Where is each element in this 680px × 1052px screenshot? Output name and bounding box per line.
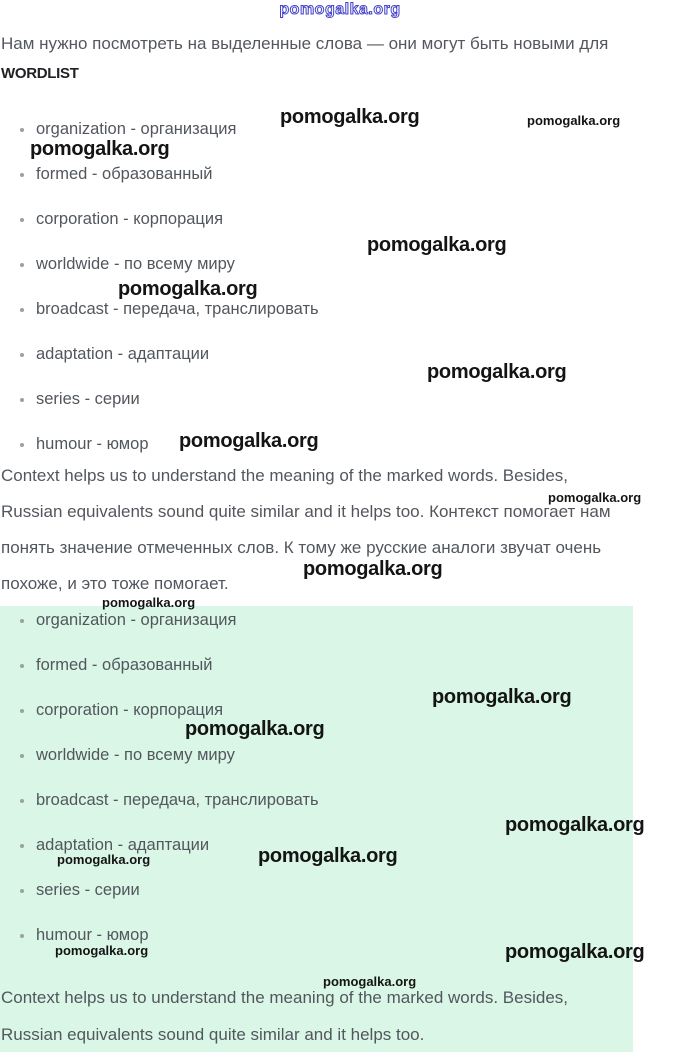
bullet-icon [20, 263, 24, 267]
watermark: pomogalka.org [505, 814, 645, 836]
list-item-label: series - серии [36, 390, 140, 408]
watermark: pomogalka.org [323, 974, 417, 989]
bullet-icon [20, 398, 24, 402]
bullet-icon [20, 889, 24, 893]
list-item-label: humour - юмор [36, 435, 149, 453]
watermark: pomogalka.org [432, 686, 572, 708]
intro-text: Нам нужно посмотреть на выделенные слова — они могут быть новыми для [1, 34, 609, 53]
bullet-icon [20, 443, 24, 447]
bullet-icon [20, 934, 24, 938]
watermark: pomogalka.org [185, 718, 325, 740]
bullet-icon [20, 173, 24, 177]
list-item-label: series - серии [36, 881, 140, 899]
wordlist-answer [0, 611, 319, 971]
bullet-icon [20, 218, 24, 222]
list-item-label: organization - организация [36, 611, 237, 629]
list-item [0, 390, 319, 435]
paragraph-line: похоже, и это тоже помогает. [1, 574, 229, 593]
watermark: pomogalka.org [505, 941, 645, 963]
list-item-label: formed - образованный [36, 656, 213, 674]
watermark: pomogalka.org [527, 113, 621, 128]
watermark: pomogalka.org [102, 595, 196, 610]
bullet-icon [20, 754, 24, 758]
bullet-icon [20, 308, 24, 312]
bullet-icon [20, 844, 24, 848]
list-item [0, 345, 319, 390]
bullet-icon [20, 664, 24, 668]
watermark: pomogalka.org [179, 430, 319, 452]
bullet-icon [20, 128, 24, 132]
list-item-label: worldwide - по всему миру [36, 255, 235, 273]
top-outline-watermark: pomogalka.org [279, 1, 401, 18]
list-item [0, 746, 319, 791]
list-item-label: broadcast - передача, транслировать [36, 791, 319, 809]
watermark: pomogalka.org [367, 234, 507, 256]
list-item-label: adaptation - адаптации [36, 345, 210, 363]
list-item-label: organization - организация [36, 120, 237, 138]
list-item-label: formed - образованный [36, 165, 213, 183]
list-item [0, 656, 319, 701]
answer-paragraph [1, 988, 568, 1052]
explanation-paragraph [1, 466, 611, 610]
list-item [0, 791, 319, 836]
paragraph-line: Russian equivalents sound quite similar and it helps too. [1, 1025, 425, 1044]
list-item-label: corporation - корпорация [36, 210, 224, 228]
bullet-icon [20, 353, 24, 357]
list-item [0, 611, 319, 656]
list-item [0, 210, 319, 255]
paragraph-line: Context helps us to understand the meaning of the marked words. Besides, [1, 466, 568, 485]
bullet-icon [20, 619, 24, 623]
list-item [0, 165, 319, 210]
watermark: pomogalka.org [57, 852, 151, 867]
paragraph-line: Russian equivalents sound quite similar and it helps too. Контекст помогает нам [1, 502, 611, 521]
list-item [0, 926, 319, 971]
watermark: pomogalka.org [280, 106, 420, 128]
paragraph-line: понять значение отмеченных слов. К тому же русские аналоги звучат очень [1, 538, 602, 557]
bullet-icon [20, 799, 24, 803]
watermark: pomogalka.org [258, 845, 398, 867]
list-item-label: corporation - корпорация [36, 701, 224, 719]
watermark: pomogalka.org [303, 558, 443, 580]
watermark: pomogalka.org [548, 490, 642, 505]
bullet-icon [20, 709, 24, 713]
watermark: pomogalka.org [55, 943, 149, 958]
list-item [0, 300, 319, 345]
paragraph-line: Context helps us to understand the meaning of the marked words. Besides, [1, 988, 568, 1007]
wordlist-heading: WORDLIST [1, 65, 79, 82]
watermark: pomogalka.org [30, 138, 170, 160]
list-item [0, 881, 319, 926]
list-item-label: adaptation - адаптации [36, 836, 210, 854]
list-item-label: worldwide - по всему миру [36, 746, 235, 764]
list-item-label: humour - юмор [36, 926, 149, 944]
list-item-label: broadcast - передача, транслировать [36, 300, 319, 318]
watermark: pomogalka.org [427, 361, 567, 383]
watermark: pomogalka.org [118, 278, 258, 300]
